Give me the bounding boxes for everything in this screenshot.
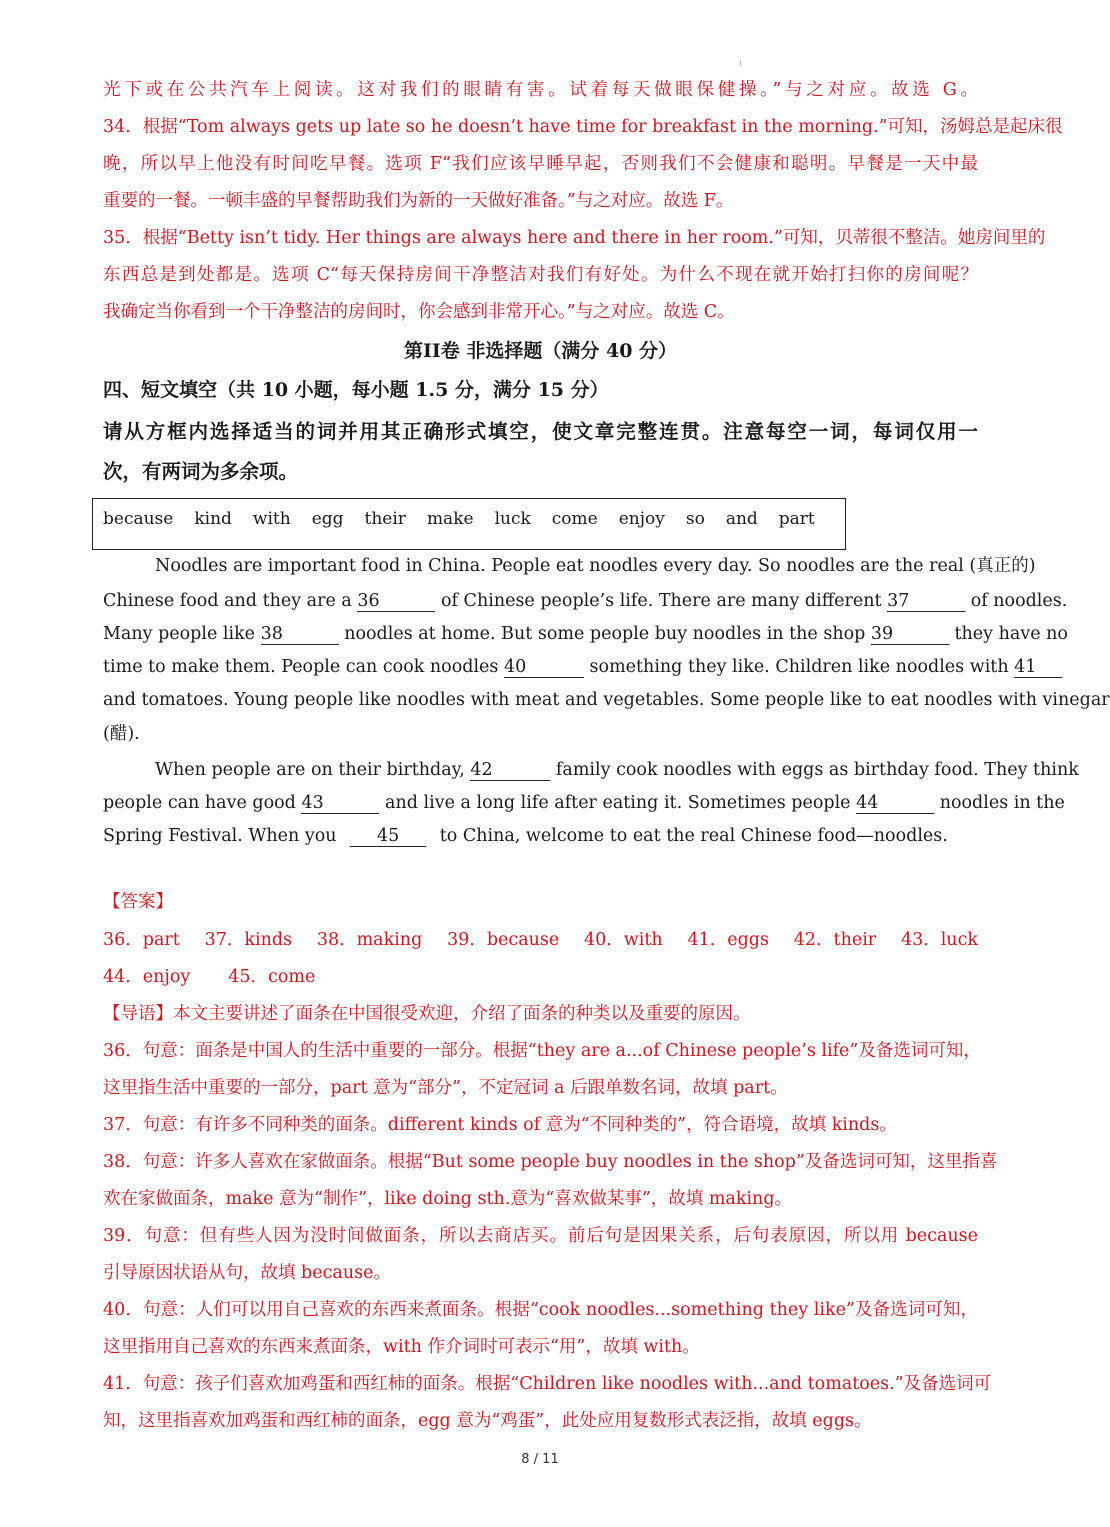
answer-item: 38．making [316, 930, 423, 950]
explanation-line: 引导原因状语从句，故填 because。 [103, 1263, 391, 1283]
passage-line: and tomatoes. Young people like noodles with meat and vegetables. Some people like to eat noodles with vinegar [103, 690, 1110, 710]
word-option: their [364, 509, 406, 529]
explanation-line: 36．句意：面条是中国人的生活中重要的一部分。根据“they are a...of Chinese people’s life”及备选词可知， [103, 1041, 981, 1061]
word-option: so [685, 509, 705, 529]
explanation-line: 39．句意：但有些人因为没时间做面条，所以去商店买。前后句是因果关系，后句表原因，所以用 because [103, 1226, 978, 1246]
blank-38: 38 [261, 624, 339, 645]
word-option: kind [194, 509, 232, 529]
passage-line: time to make them. People can cook noodles 40 something they like. Children like noodles with 41 [103, 655, 978, 679]
explanation-line: 38．句意：许多人喜欢在家做面条。根据“But some people buy noodles in the shop”及备选词可知，这里指喜 [103, 1152, 998, 1172]
word-option: egg [311, 509, 344, 529]
answer-item: 41．eggs [687, 930, 769, 950]
instruction-line: 请从方框内选择适当的词并用其正确形式填空，使文章完整连贯。注意每空一词，每词仅用一 [103, 420, 978, 443]
explanation-line: 40．句意：人们可以用自己喜欢的东西来煮面条。根据“cook noodles...something they like”及备选词可知， [103, 1300, 978, 1320]
word-option: luck [494, 509, 531, 529]
blank-44: 44 [856, 793, 934, 814]
blank-43: 43 [301, 793, 379, 814]
blank-45: 45 [350, 826, 426, 847]
answer-item: 44．enjoy [103, 967, 191, 987]
explanation-line: 41．句意：孩子们喜欢加鸡蛋和西红柿的面条。根据“Children like noodles with...and tomatoes.”及备选词可 [103, 1374, 992, 1394]
explanation-line: 35．根据“Betty isn’t tidy. Her things are always here and there in her room.”可知，贝蒂很不整洁。她房间里的 [103, 228, 1046, 248]
word-option: make [426, 509, 474, 529]
word-option: enjoy [618, 509, 665, 529]
answer-row [103, 928, 978, 952]
word-option: come [551, 509, 598, 529]
answer-row [103, 965, 315, 989]
passage-line: people can have good 43 and live a long life after eating it. Sometimes people 44 noodles in the [103, 793, 1065, 813]
explanation-line: 34．根据“Tom always gets up late so he doesn’t have time for breakfast in the morning.”可知，汤姆总是起床很 [103, 117, 1063, 137]
explanation-line: 37．句意：有许多不同种类的面条。different kinds of 意为“不同种类的”，符合语境，故填 kinds。 [103, 1115, 897, 1135]
passage-line: Noodles are important food in China. People eat noodles every day. So noodles are the real (真正的) [155, 556, 1036, 576]
explanation-line: 知，这里指喜欢加鸡蛋和西红柿的面条，egg 意为“鸡蛋”，此处应用复数形式表泛指，故填 eggs。 [103, 1411, 872, 1431]
page-number: 8 / 11 [521, 1452, 559, 1467]
answer-item: 42．their [793, 930, 877, 950]
blank-40: 40 [504, 657, 584, 678]
blank-37: 37 [887, 591, 965, 612]
explanation-line: 这里指用自己喜欢的东西来煮面条，with 作介词时可表示“用”，故填 with。 [103, 1337, 700, 1357]
answer-item: 43．luck [900, 930, 978, 950]
word-option: because [103, 509, 174, 529]
explanation-line: 东西总是到处都是。选项 C“每天保持房间干净整洁对我们有好处。为什么不现在就开始打扫你的房间呢？ [103, 265, 978, 285]
guide-text: 【导语】本文主要讲述了面条在中国很受欢迎，介绍了面条的种类以及重要的原因。 [103, 1004, 751, 1024]
instruction-line: 次，有两词为多余项。 [103, 460, 299, 483]
word-option: with [252, 509, 291, 529]
word-box [92, 498, 846, 550]
word-option: part [778, 509, 815, 529]
answer-heading: 【答案】 [103, 892, 173, 912]
answer-item: 45．come [228, 967, 316, 987]
word-option: and [725, 509, 758, 529]
scan-mark [740, 60, 741, 66]
explanation-line: 晚，所以早上他没有时间吃早餐。选项 F“我们应该早睡早起，否则我们不会健康和聪明。早餐是一天中最 [103, 154, 978, 174]
section-title: 四、短文填空（共 10 小题，每小题 1.5 分，满分 15 分） [103, 379, 609, 401]
explanation-line: 这里指生活中重要的一部分，part 意为“部分”，不定冠词 a 后跟单数名词，故填 part。 [103, 1078, 788, 1098]
word-list [103, 509, 815, 529]
answer-item: 37．kinds [204, 930, 293, 950]
passage-line: Spring Festival. When you 45 to China, welcome to eat the real Chinese food—noodles. [103, 826, 948, 846]
answer-item: 36．part [103, 930, 180, 950]
passage-line: Many people like 38 noodles at home. But some people buy noodles in the shop 39 they have no [103, 624, 1068, 644]
blank-42: 42 [470, 760, 550, 781]
explanation-line: 重要的一餐。一顿丰盛的早餐帮助我们为新的一天做好准备。”与之对应。故选 F。 [103, 191, 734, 211]
explanation-line: 光下或在公共汽车上阅读。这对我们的眼睛有害。试着每天做眼保健操。”与之对应。故选 G。 [103, 80, 978, 100]
blank-39: 39 [871, 624, 949, 645]
blank-36: 36 [357, 591, 435, 612]
explanation-line: 欢在家做面条，make 意为“制作”，like doing sth.意为“喜欢做某事”，故填 making。 [103, 1189, 793, 1209]
passage-line: (醋). [103, 724, 140, 744]
passage-line: Chinese food and they are a 36 of Chinese people’s life. There are many different 37 of noodles. [103, 591, 1068, 611]
explanation-line: 我确定当你看到一个干净整洁的房间时，你会感到非常开心。”与之对应。故选 C。 [103, 302, 735, 322]
answer-item: 39．because [447, 930, 560, 950]
answer-item: 40．with [584, 930, 663, 950]
passage-line: When people are on their birthday, 42 family cook noodles with eggs as birthday food. They think [155, 760, 1079, 780]
volume-title: 第II卷 非选择题（满分 40 分） [403, 340, 678, 362]
blank-41: 41 [1014, 657, 1062, 678]
